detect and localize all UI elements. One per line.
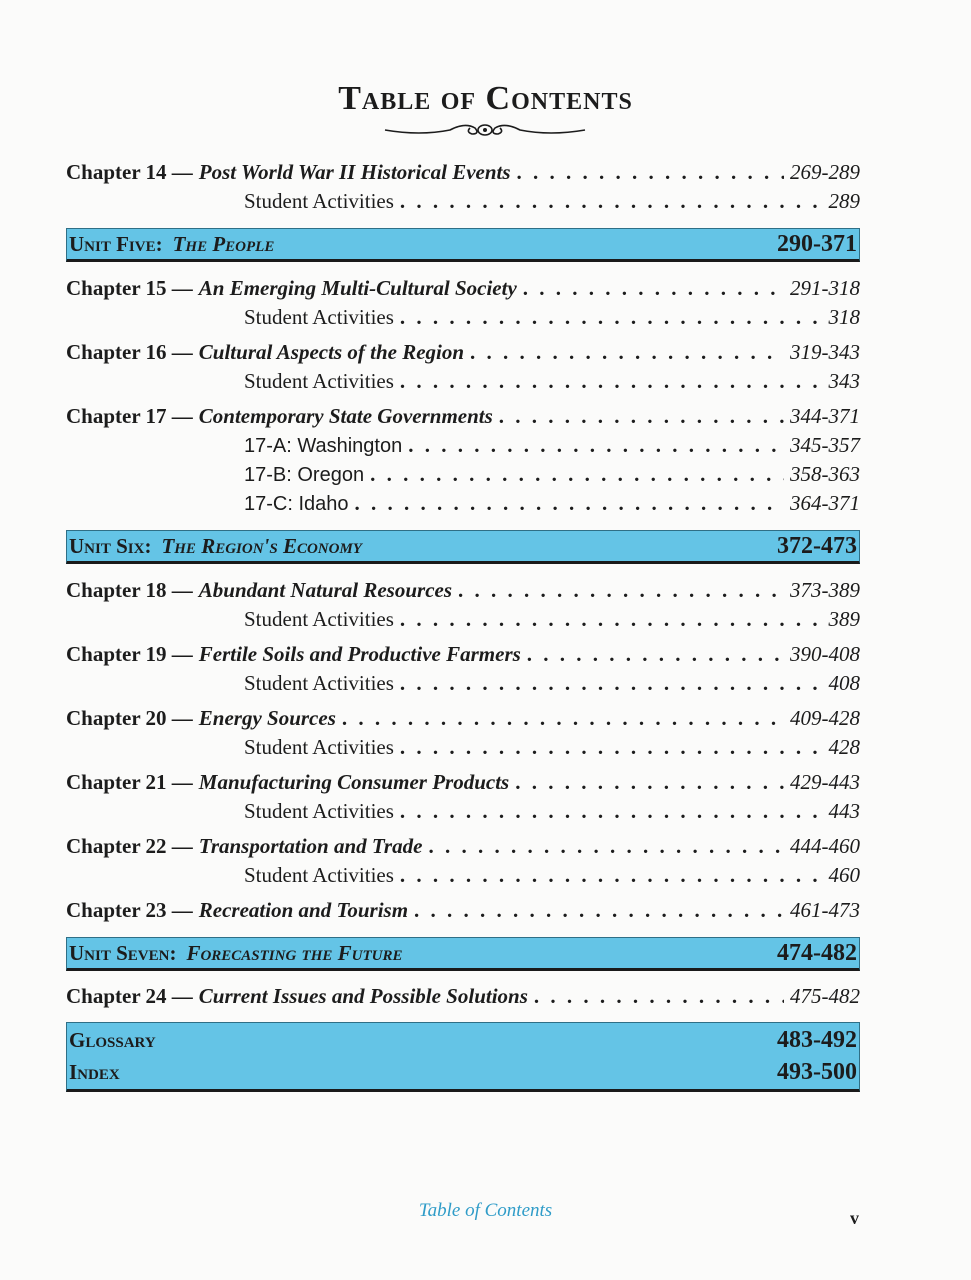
chapter-title: Contemporary State Governments — [198, 404, 493, 428]
unit-label: Unit Five: — [69, 231, 163, 256]
chapter-title: Cultural Aspects of the Region — [198, 340, 465, 364]
toc-entry[interactable] — [66, 607, 860, 637]
toc-entry[interactable] — [66, 404, 860, 434]
toc-entry[interactable] — [66, 706, 860, 736]
leader-dots — [428, 834, 784, 859]
page-range: 291-318 — [790, 276, 860, 300]
toc-entry[interactable] — [66, 462, 860, 492]
leader-dots — [342, 706, 784, 731]
glossary-entry[interactable] — [69, 1027, 857, 1054]
toc-entry[interactable] — [66, 898, 860, 928]
toc-entry[interactable] — [66, 189, 860, 219]
leader-dots — [523, 276, 784, 301]
leader-dots — [400, 799, 823, 824]
toc-entry[interactable] — [66, 834, 860, 864]
page-range: 408 — [828, 671, 860, 695]
leader-dots — [400, 189, 823, 214]
leader-dots — [499, 404, 784, 429]
unit-title: The People — [172, 231, 275, 256]
unit-pages: 474-482 — [777, 939, 857, 966]
page-range: 389 — [828, 607, 860, 631]
chapter-number: Chapter 24 — — [66, 984, 193, 1008]
chapter-number: Chapter 22 — — [66, 834, 193, 858]
glossary-index-band — [66, 1022, 860, 1092]
page-number: v — [850, 1208, 859, 1228]
chapter-title: Fertile Soils and Productive Farmers — [198, 642, 521, 666]
toc-entry[interactable] — [66, 160, 860, 190]
page-range: 390-408 — [790, 642, 860, 666]
chapter-number: Chapter 23 — — [66, 898, 193, 922]
leader-dots — [400, 305, 823, 330]
toc-entry[interactable] — [66, 671, 860, 701]
leader-dots — [515, 770, 784, 795]
toc-entry[interactable] — [66, 340, 860, 370]
toc-entry[interactable] — [66, 369, 860, 399]
page-range: 429-443 — [790, 770, 860, 794]
page-range: 364-371 — [790, 491, 860, 515]
sub-entry-label: Student Activities — [244, 305, 394, 329]
page-range: 373-389 — [790, 578, 860, 602]
sub-entry-label: Student Activities — [244, 607, 394, 631]
chapter-number: Chapter 16 — — [66, 340, 193, 364]
unit-pages: 372-473 — [777, 532, 857, 559]
page-range: 269-289 — [790, 160, 860, 184]
chapter-title: Current Issues and Possible Solutions — [198, 984, 528, 1008]
sub-entry-label: Student Activities — [244, 863, 394, 887]
glossary-pages: 483-492 — [777, 1027, 857, 1053]
page-range: 444-460 — [790, 834, 860, 858]
leader-dots — [355, 491, 784, 516]
sub-entry-label: 17-A: Washington — [244, 435, 403, 457]
leader-dots — [408, 433, 784, 458]
leader-dots — [414, 898, 784, 923]
unit-seven-band[interactable] — [66, 937, 860, 971]
chapter-title: Abundant Natural Resources — [198, 578, 453, 602]
unit-label: Unit Seven: — [69, 940, 177, 965]
toc-entry[interactable] — [66, 984, 860, 1014]
unit-label: Unit Six: — [69, 533, 152, 558]
page-range: 409-428 — [790, 706, 860, 730]
page-range: 461-473 — [790, 898, 860, 922]
leader-dots — [517, 160, 784, 185]
chapter-title: Transportation and Trade — [198, 834, 423, 858]
page-range: 475-482 — [790, 984, 860, 1008]
page-range: 318 — [828, 305, 860, 329]
leader-dots — [400, 671, 823, 696]
leader-dots — [527, 642, 784, 667]
chapter-number: Chapter 15 — — [66, 276, 193, 300]
toc-entry[interactable] — [66, 770, 860, 800]
page-range: 343 — [828, 369, 860, 393]
chapter-number: Chapter 18 — — [66, 578, 193, 602]
leader-dots — [470, 340, 784, 365]
index-entry[interactable] — [69, 1059, 857, 1086]
sub-entry-label: 17-B: Oregon — [244, 464, 365, 486]
chapter-number: Chapter 14 — — [66, 160, 193, 184]
title-ornament-icon — [380, 118, 590, 140]
leader-dots — [400, 369, 823, 394]
index-pages: 493-500 — [777, 1059, 857, 1085]
running-footer: Table of Contents — [418, 1200, 553, 1221]
leader-dots — [400, 735, 823, 760]
toc-entry[interactable] — [66, 642, 860, 672]
toc-entry[interactable] — [66, 578, 860, 608]
chapter-number: Chapter 21 — — [66, 770, 193, 794]
toc-entry[interactable] — [66, 735, 860, 765]
unit-five-band[interactable] — [66, 228, 860, 262]
toc-entry[interactable] — [66, 491, 860, 521]
page-title: Table of Contents — [338, 80, 633, 117]
chapter-number: Chapter 20 — — [66, 706, 193, 730]
chapter-number: Chapter 19 — — [66, 642, 193, 666]
page-range: 289 — [828, 189, 860, 213]
page-range: 344-371 — [790, 404, 860, 428]
leader-dots — [458, 578, 784, 603]
sub-entry-label: Student Activities — [244, 799, 394, 823]
index-label: Index — [69, 1060, 120, 1084]
sub-entry-label: Student Activities — [244, 369, 394, 393]
toc-entry[interactable] — [66, 799, 860, 829]
leader-dots — [370, 462, 784, 487]
unit-title: Forecasting the Future — [186, 940, 403, 965]
leader-dots — [400, 607, 823, 632]
page-range: 428 — [828, 735, 860, 759]
page-range: 443 — [828, 799, 860, 823]
page-range: 319-343 — [790, 340, 860, 364]
unit-pages: 290-371 — [777, 230, 857, 257]
page-range: 345-357 — [790, 433, 860, 457]
chapter-title: Manufacturing Consumer Products — [198, 770, 510, 794]
leader-dots — [534, 984, 784, 1009]
sub-entry-label: Student Activities — [244, 671, 394, 695]
toc-entry[interactable] — [66, 433, 860, 463]
sub-entry-label: Student Activities — [244, 189, 394, 213]
chapter-title: Post World War II Historical Events — [198, 160, 511, 184]
page-range: 358-363 — [790, 462, 860, 486]
unit-title: The Region's Economy — [161, 533, 362, 558]
page-range: 460 — [828, 863, 860, 887]
toc-entry[interactable] — [66, 863, 860, 893]
sub-entry-label: 17-C: Idaho — [244, 493, 349, 515]
chapter-title: Energy Sources — [198, 706, 336, 730]
sub-entry-label: Student Activities — [244, 735, 394, 759]
chapter-title: An Emerging Multi-Cultural Society — [198, 276, 517, 300]
unit-six-band[interactable] — [66, 530, 860, 564]
leader-dots — [400, 863, 823, 888]
toc-entry[interactable] — [66, 276, 860, 306]
toc-entry[interactable] — [66, 305, 860, 335]
chapter-title: Recreation and Tourism — [198, 898, 409, 922]
glossary-label: Glossary — [69, 1028, 156, 1052]
chapter-number: Chapter 17 — — [66, 404, 193, 428]
